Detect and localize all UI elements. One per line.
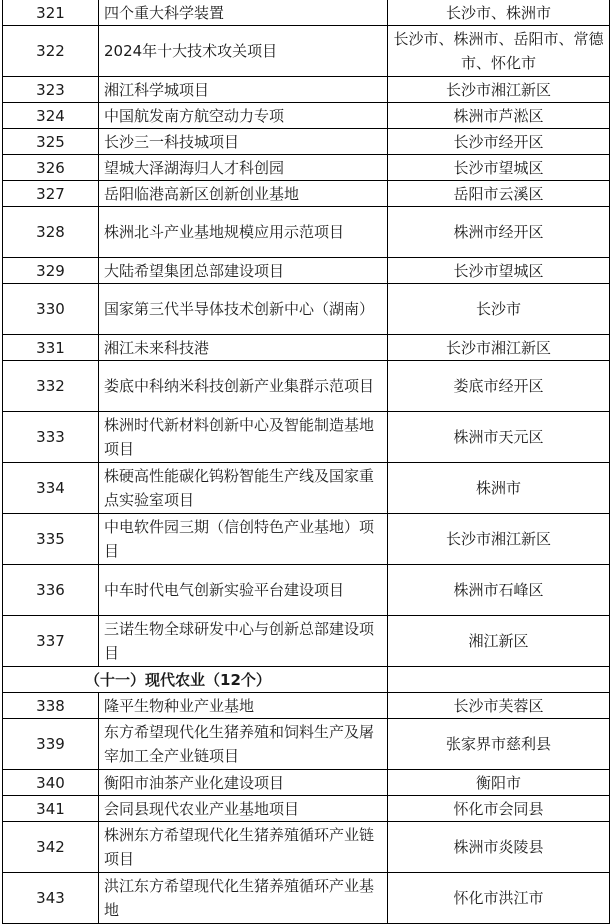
row-number: 334: [3, 463, 99, 514]
section-title-text: （十一）现代农业（12个）: [85, 670, 271, 689]
row-number: 328: [3, 207, 99, 258]
project-location: 长沙市望城区: [388, 258, 610, 284]
table-row: [3, 258, 610, 284]
table-row: [3, 822, 610, 873]
table-row: [3, 155, 610, 181]
project-table: [2, 0, 610, 924]
project-name: 三诺生物全球研发中心与创新总部建设项目: [99, 616, 388, 667]
row-number: 323: [3, 77, 99, 103]
project-location: 怀化市会同县: [388, 796, 610, 822]
project-name: 东方希望现代化生猪养殖和饲料生产及屠宰加工全产业链项目: [99, 719, 388, 770]
project-name: 株硬高性能碳化钨粉智能生产线及国家重点实验室项目: [99, 463, 388, 514]
project-location: 长沙市湘江新区: [388, 335, 610, 361]
row-number: 336: [3, 565, 99, 616]
row-number: 341: [3, 796, 99, 822]
project-location: 长沙市湘江新区: [388, 77, 610, 103]
table-row: [3, 284, 610, 335]
project-location: 长沙市、株洲市: [388, 0, 610, 26]
project-location: 张家界市慈利县: [388, 719, 610, 770]
row-number: 340: [3, 770, 99, 796]
table-row: [3, 103, 610, 129]
project-name: 2024年十大技术攻关项目: [99, 26, 388, 77]
project-name: 大陆希望集团总部建设项目: [99, 258, 388, 284]
project-name: 中车时代电气创新实验平台建设项目: [99, 565, 388, 616]
project-name: 会同县现代农业产业基地项目: [99, 796, 388, 822]
project-location: 株洲市石峰区: [388, 565, 610, 616]
project-name: 长沙三一科技城项目: [99, 129, 388, 155]
row-number: 331: [3, 335, 99, 361]
section-title: [3, 667, 388, 693]
row-number: 338: [3, 693, 99, 719]
project-name: 株洲北斗产业基地规模应用示范项目: [99, 207, 388, 258]
table-row: [3, 26, 610, 77]
project-location: 长沙市望城区: [388, 155, 610, 181]
project-name: 隆平生物种业产业基地: [99, 693, 388, 719]
row-number: 327: [3, 181, 99, 207]
project-location: 怀化市洪江市: [388, 873, 610, 924]
row-number: 339: [3, 719, 99, 770]
table-row: [3, 565, 610, 616]
table-row: [3, 77, 610, 103]
project-location: 株洲市芦淞区: [388, 103, 610, 129]
project-name: 望城大泽湖海归人才科创园: [99, 155, 388, 181]
table-row: [3, 181, 610, 207]
project-location: 长沙市、株洲市、岳阳市、常德市、怀化市: [388, 26, 610, 77]
project-location: 长沙市经开区: [388, 129, 610, 155]
table-row: [3, 463, 610, 514]
project-name: 四个重大科学装置: [99, 0, 388, 26]
project-name: 国家第三代半导体技术创新中心（湖南）: [99, 284, 388, 335]
row-number: 337: [3, 616, 99, 667]
row-number: 332: [3, 361, 99, 412]
project-name: 湘江未来科技港: [99, 335, 388, 361]
project-location: 长沙市芙蓉区: [388, 693, 610, 719]
project-location: 娄底市经开区: [388, 361, 610, 412]
row-number: 335: [3, 514, 99, 565]
project-name: 中国航发南方航空动力专项: [99, 103, 388, 129]
table-row: [3, 412, 610, 463]
project-location: 岳阳市云溪区: [388, 181, 610, 207]
project-location: 株洲市炎陵县: [388, 822, 610, 873]
project-name: 洪江东方希望现代化生猪养殖循环产业基地: [99, 873, 388, 924]
project-name: 岳阳临港高新区创新创业基地: [99, 181, 388, 207]
project-location: 长沙市湘江新区: [388, 514, 610, 565]
project-name: 中电软件园三期（信创特色产业基地）项目: [99, 514, 388, 565]
project-location: 湘江新区: [388, 616, 610, 667]
table-row: [3, 129, 610, 155]
project-location: 衡阳市: [388, 770, 610, 796]
table-row: [3, 770, 610, 796]
project-location: 株洲市: [388, 463, 610, 514]
project-name: 湘江科学城项目: [99, 77, 388, 103]
table-row: [3, 719, 610, 770]
table-row: [3, 514, 610, 565]
table-row: [3, 207, 610, 258]
project-name: 娄底中科纳米科技创新产业集群示范项目: [99, 361, 388, 412]
empty-cell: [388, 667, 610, 693]
table-row: [3, 873, 610, 924]
row-number: 321: [3, 0, 99, 26]
project-location: 株洲市经开区: [388, 207, 610, 258]
table-row: [3, 361, 610, 412]
project-name: 衡阳市油茶产业化建设项目: [99, 770, 388, 796]
row-number: 322: [3, 26, 99, 77]
table-row: [3, 335, 610, 361]
project-location: 株洲市天元区: [388, 412, 610, 463]
table-row: [3, 796, 610, 822]
project-name: 株洲东方希望现代化生猪养殖循环产业链项目: [99, 822, 388, 873]
project-location: 长沙市: [388, 284, 610, 335]
row-number: 343: [3, 873, 99, 924]
table-row: [3, 616, 610, 667]
row-number: 333: [3, 412, 99, 463]
row-number: 342: [3, 822, 99, 873]
row-number: 326: [3, 155, 99, 181]
table-row: [3, 0, 610, 26]
section-header-row: [3, 667, 610, 693]
project-name: 株洲时代新材料创新中心及智能制造基地项目: [99, 412, 388, 463]
row-number: 325: [3, 129, 99, 155]
table-row: [3, 693, 610, 719]
row-number: 330: [3, 284, 99, 335]
row-number: 329: [3, 258, 99, 284]
row-number: 324: [3, 103, 99, 129]
